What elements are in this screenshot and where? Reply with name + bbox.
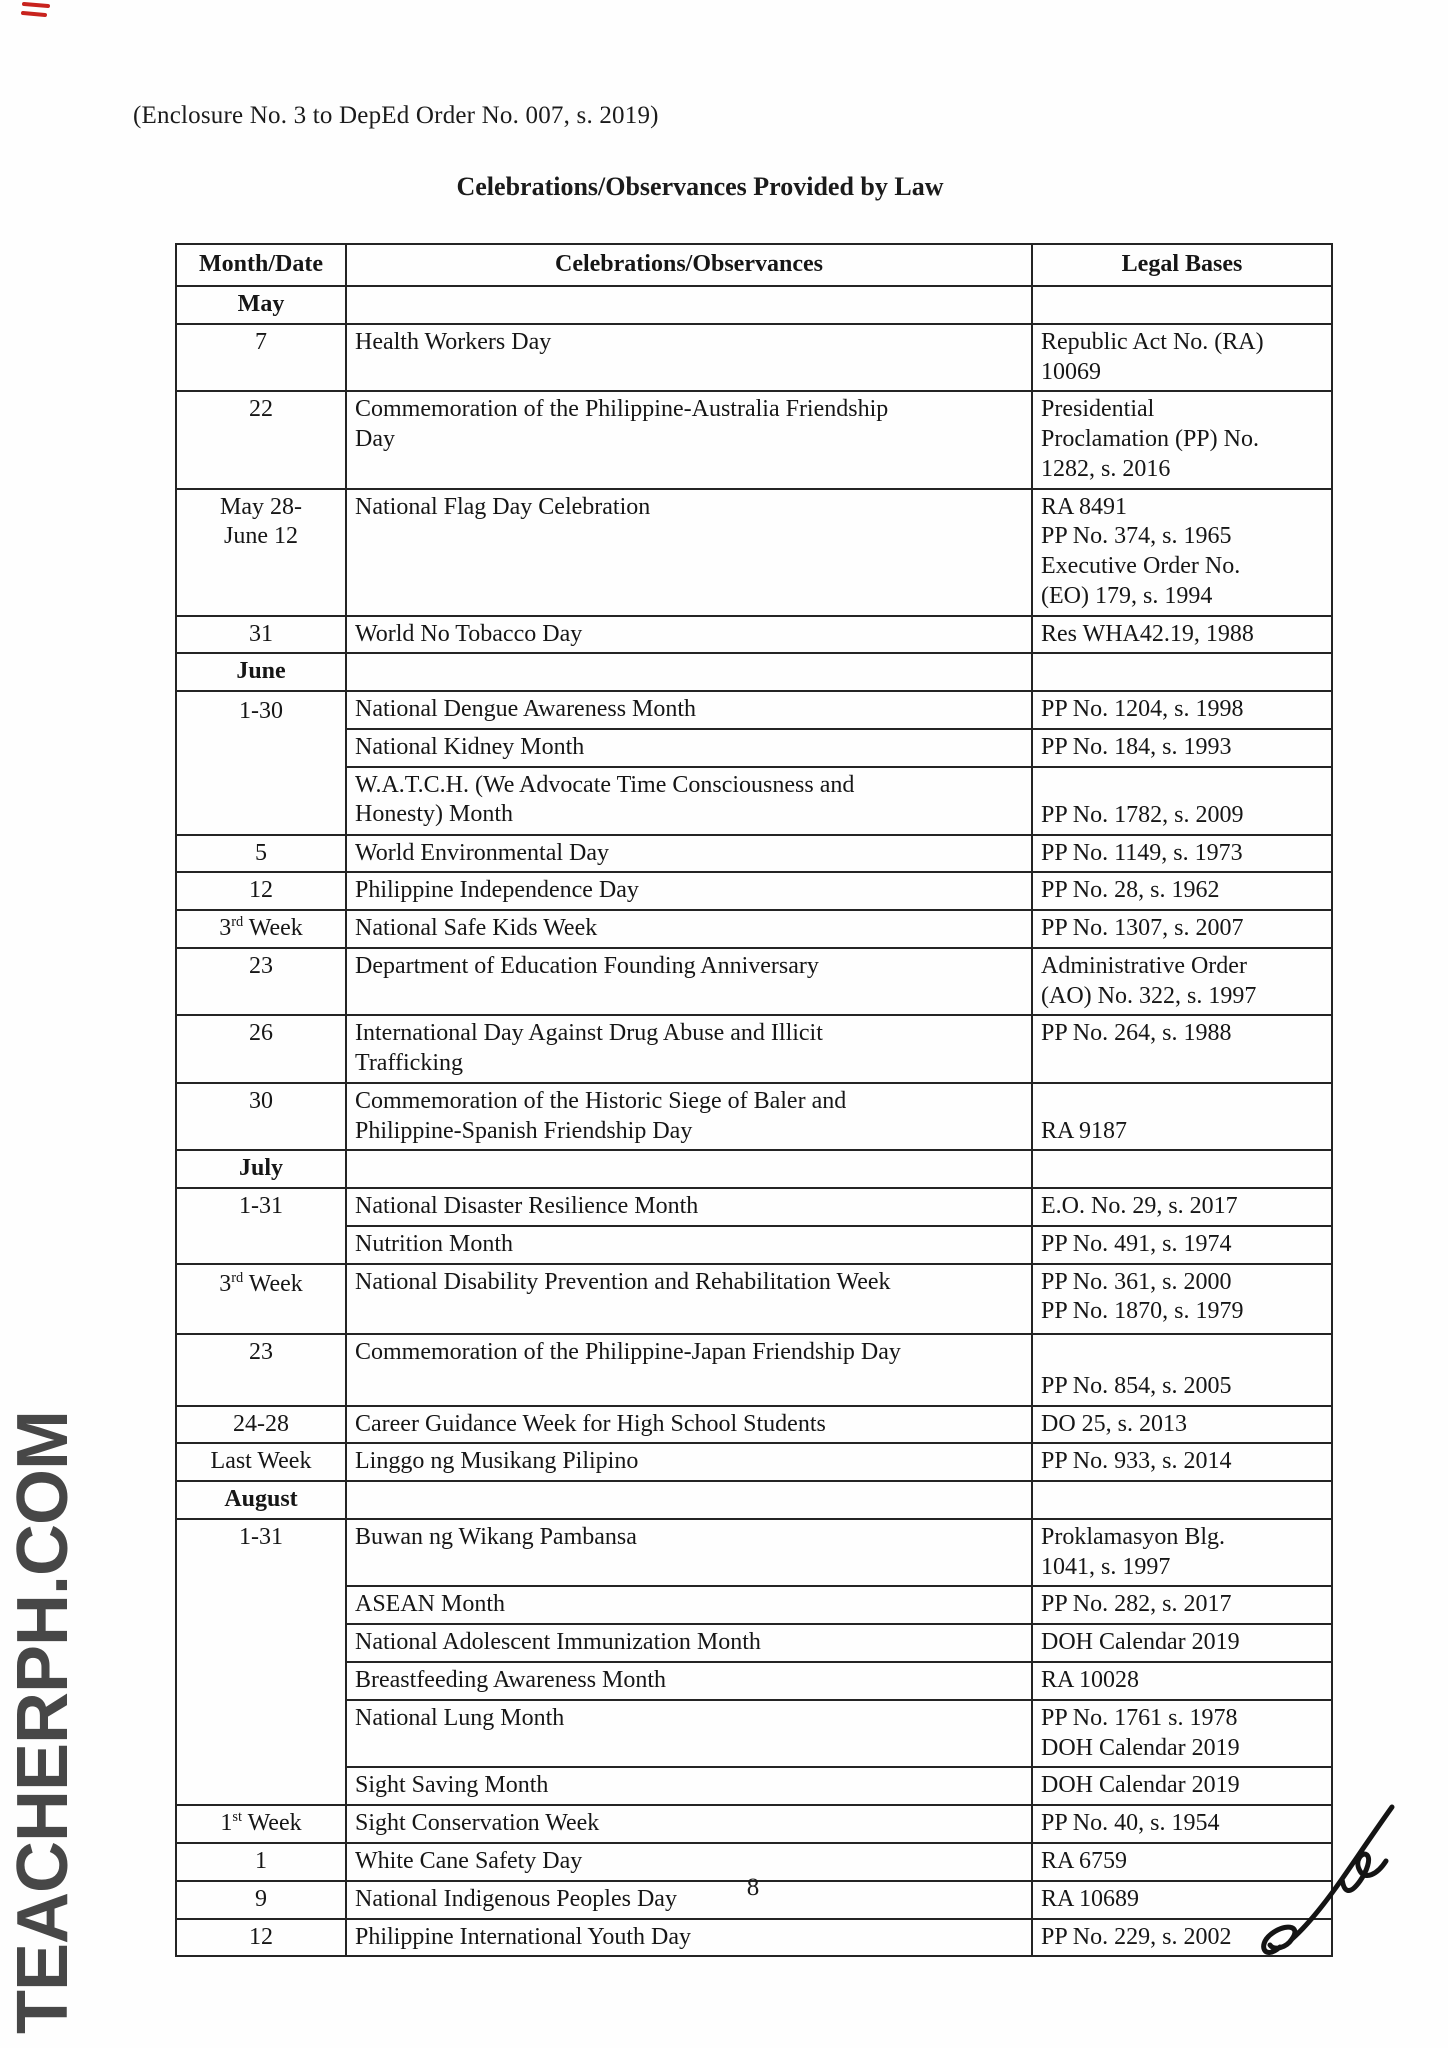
date-cell: 5	[176, 835, 346, 873]
celebration-cell: Department of Education Founding Anniversary	[346, 948, 1032, 1016]
celebration-cell: Philippine Independence Day	[346, 872, 1032, 910]
table-row	[176, 489, 1332, 616]
month-header-cell: May	[176, 286, 346, 324]
celebrations-table	[175, 243, 1333, 1957]
table-row	[176, 767, 1332, 835]
table-row	[176, 1662, 1332, 1700]
date-cell: 3rd Week	[176, 1264, 346, 1334]
celebration-cell: Nutrition Month	[346, 1226, 1032, 1264]
table-row	[176, 1226, 1332, 1264]
table-body	[176, 286, 1332, 1956]
celebration-cell: Commemoration of the Philippine-Japan Friendship Day	[346, 1334, 1032, 1406]
empty-cell	[1032, 286, 1332, 324]
page-number: 8	[746, 1874, 760, 1901]
empty-cell	[1032, 1150, 1332, 1188]
date-cell: 3rd Week	[176, 910, 346, 948]
celebration-cell: International Day Against Drug Abuse and Illicit Trafficking	[346, 1015, 1032, 1083]
month-section-row	[176, 286, 1332, 324]
empty-cell	[346, 1150, 1032, 1188]
celebration-cell: World Environmental Day	[346, 835, 1032, 873]
column-header-celebrations: Celebrations/Observances	[346, 244, 1032, 286]
table-row	[176, 1767, 1332, 1805]
date-cell: 1st Week	[176, 1805, 346, 1843]
date-cell: 23	[176, 1334, 346, 1406]
celebration-cell: Philippine International Youth Day	[346, 1919, 1032, 1957]
date-cell: May 28- June 12	[176, 489, 346, 616]
date-cell: 9	[176, 1881, 346, 1919]
legal-basis-cell: PP No. 28, s. 1962	[1032, 872, 1332, 910]
celebration-cell: Sight Saving Month	[346, 1767, 1032, 1805]
celebration-cell: National Adolescent Immunization Month	[346, 1624, 1032, 1662]
table-row	[176, 691, 1332, 729]
red-pen-marks	[18, 0, 68, 22]
legal-basis-cell: PP No. 1307, s. 2007	[1032, 910, 1332, 948]
empty-cell	[1032, 1481, 1332, 1519]
column-header-month-date: Month/Date	[176, 244, 346, 286]
legal-basis-cell: PP No. 282, s. 2017	[1032, 1586, 1332, 1624]
date-cell: 1-31	[176, 1188, 346, 1264]
table-row	[176, 391, 1332, 488]
month-section-row	[176, 1150, 1332, 1188]
celebration-cell: Commemoration of the Philippine-Australia Friendship Day	[346, 391, 1032, 488]
legal-basis-cell: PP No. 1204, s. 1998	[1032, 691, 1332, 729]
page-title: Celebrations/Observances Provided by Law	[456, 172, 944, 201]
legal-basis-cell: PP No. 933, s. 2014	[1032, 1443, 1332, 1481]
celebration-cell: W.A.T.C.H. (We Advocate Time Consciousness and Honesty) Month	[346, 767, 1032, 835]
legal-basis-cell: Res WHA42.19, 1988	[1032, 616, 1332, 654]
legal-basis-cell: Proklamasyon Blg. 1041, s. 1997	[1032, 1519, 1332, 1587]
celebration-cell: National Indigenous Peoples Day	[346, 1881, 1032, 1919]
celebration-cell: ASEAN Month	[346, 1586, 1032, 1624]
legal-basis-cell: E.O. No. 29, s. 2017	[1032, 1188, 1332, 1226]
table-row	[176, 1519, 1332, 1587]
date-cell: 22	[176, 391, 346, 488]
celebration-cell: World No Tobacco Day	[346, 616, 1032, 654]
month-section-row	[176, 653, 1332, 691]
table-row	[176, 1805, 1332, 1843]
table-row	[176, 1406, 1332, 1444]
legal-basis-cell: PP No. 229, s. 2002	[1032, 1919, 1332, 1957]
table-row	[176, 1264, 1332, 1334]
date-cell: 7	[176, 324, 346, 392]
celebration-cell: National Lung Month	[346, 1700, 1032, 1768]
table-row	[176, 1083, 1332, 1151]
table-row	[176, 910, 1332, 948]
table-row	[176, 729, 1332, 767]
date-cell: Last Week	[176, 1443, 346, 1481]
celebration-cell: Commemoration of the Historic Siege of Baler and Philippine-Spanish Friendship Day	[346, 1083, 1032, 1151]
legal-basis-cell: Presidential Proclamation (PP) No. 1282, s. 2016	[1032, 391, 1332, 488]
legal-basis-cell: RA 8491 PP No. 374, s. 1965 Executive Order No. (EO) 179, s. 1994	[1032, 489, 1332, 616]
legal-basis-cell: PP No. 264, s. 1988	[1032, 1015, 1332, 1083]
legal-basis-cell: RA 10028	[1032, 1662, 1332, 1700]
month-header-cell: August	[176, 1481, 346, 1519]
table-row	[176, 948, 1332, 1016]
column-header-legal-bases: Legal Bases	[1032, 244, 1332, 286]
date-cell: 24-28	[176, 1406, 346, 1444]
empty-cell	[346, 286, 1032, 324]
legal-basis-cell: RA 10689	[1032, 1881, 1332, 1919]
legal-basis-cell: PP No. 40, s. 1954	[1032, 1805, 1332, 1843]
legal-basis-cell: Republic Act No. (RA) 10069	[1032, 324, 1332, 392]
date-cell: 23	[176, 948, 346, 1016]
empty-cell	[1032, 653, 1332, 691]
table-row	[176, 1586, 1332, 1624]
date-cell: 1-30	[176, 691, 346, 835]
date-cell: 30	[176, 1083, 346, 1151]
legal-basis-cell: PP No. 1761 s. 1978 DOH Calendar 2019	[1032, 1700, 1332, 1768]
table-row	[176, 1334, 1332, 1406]
legal-basis-cell: DO 25, s. 2013	[1032, 1406, 1332, 1444]
celebration-cell: Career Guidance Week for High School Students	[346, 1406, 1032, 1444]
celebration-cell: National Safe Kids Week	[346, 910, 1032, 948]
legal-basis-cell: RA 6759	[1032, 1843, 1332, 1881]
date-cell: 1-31	[176, 1519, 346, 1805]
celebration-cell: National Disability Prevention and Rehabilitation Week	[346, 1264, 1032, 1334]
month-header-cell: June	[176, 653, 346, 691]
table-row	[176, 1919, 1332, 1957]
table-row	[176, 835, 1332, 873]
month-section-row	[176, 1481, 1332, 1519]
celebration-cell: Breastfeeding Awareness Month	[346, 1662, 1032, 1700]
table-row	[176, 616, 1332, 654]
legal-basis-cell: PP No. 361, s. 2000 PP No. 1870, s. 1979	[1032, 1264, 1332, 1334]
table-row	[176, 1443, 1332, 1481]
legal-basis-cell: PP No. 184, s. 1993	[1032, 729, 1332, 767]
date-cell: 31	[176, 616, 346, 654]
celebration-cell: National Disaster Resilience Month	[346, 1188, 1032, 1226]
table-row	[176, 1624, 1332, 1662]
month-header-cell: July	[176, 1150, 346, 1188]
legal-basis-cell: DOH Calendar 2019	[1032, 1767, 1332, 1805]
table-row	[176, 872, 1332, 910]
empty-cell	[346, 653, 1032, 691]
legal-basis-cell: PP No. 854, s. 2005	[1032, 1334, 1332, 1406]
celebration-cell: National Dengue Awareness Month	[346, 691, 1032, 729]
table-header-row	[176, 244, 1332, 286]
date-cell: 12	[176, 1919, 346, 1957]
celebration-cell: National Kidney Month	[346, 729, 1032, 767]
legal-basis-cell: PP No. 491, s. 1974	[1032, 1226, 1332, 1264]
celebration-cell: Linggo ng Musikang Pilipino	[346, 1443, 1032, 1481]
celebration-cell: White Cane Safety Day	[346, 1843, 1032, 1881]
legal-basis-cell: Administrative Order (AO) No. 322, s. 1997	[1032, 948, 1332, 1016]
table-row	[176, 1700, 1332, 1768]
table-row	[176, 1188, 1332, 1226]
legal-basis-cell: RA 9187	[1032, 1083, 1332, 1151]
table-row	[176, 1015, 1332, 1083]
legal-basis-cell: PP No. 1782, s. 2009	[1032, 767, 1332, 835]
celebration-cell: Health Workers Day	[346, 324, 1032, 392]
date-cell: 12	[176, 872, 346, 910]
date-cell: 26	[176, 1015, 346, 1083]
legal-basis-cell: DOH Calendar 2019	[1032, 1624, 1332, 1662]
empty-cell	[346, 1481, 1032, 1519]
legal-basis-cell: PP No. 1149, s. 1973	[1032, 835, 1332, 873]
table-row	[176, 324, 1332, 392]
watermark: TEACHERPH.COM	[3, 1410, 83, 2034]
enclosure-note: (Enclosure No. 3 to DepEd Order No. 007, s. 2019)	[133, 102, 659, 129]
celebration-cell: Buwan ng Wikang Pambansa	[346, 1519, 1032, 1587]
signature-mark	[1250, 1795, 1420, 1975]
celebration-cell: Sight Conservation Week	[346, 1805, 1032, 1843]
date-cell: 1	[176, 1843, 346, 1881]
celebration-cell: National Flag Day Celebration	[346, 489, 1032, 616]
